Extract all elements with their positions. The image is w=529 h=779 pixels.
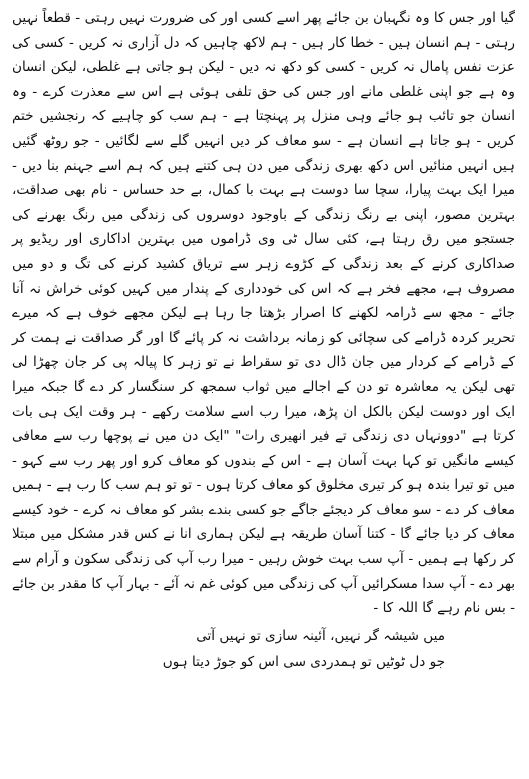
- poetry-line-1: میں شیشہ گر نہیں، آئینہ سازی تو نہیں آتی: [196, 627, 445, 644]
- poetry-couplet: [12, 623, 515, 675]
- poetry-line-2: جو دل ٹوٹیں تو ہمدردی سی اس کو جوڑ دیتا ہوں: [162, 653, 445, 670]
- article-body: گیا اور جس کا وہ نگہبان بن جائے پھر اسے کسی اور کی ضرورت نہیں رہتی - قطعاً نہیں رہتی - ہم انسان ہیں - خطا کار ہیں - ہم لاکھ چاہیں کہ دل آزاری نہ کریں - کسی کی عزت نفس پامال نہ کریں - کسی کو دکھ نہ دیں - لیکن ہو جاتی ہے غلطی، لیکن انسان وہ ہے جو اپنی غلطی مانے اور جس کی حق تلفی ہوئی ہے اس سے معذرت کرے - وہ انسان جو تائب ہو جائے وہی منزل پر پہنچتا ہے - ہم سب کو چاہیے کہ رنجشیں ختم کریں - ہو جاتا ہے انسان ہے - سو معاف کر دیں انہیں گلے سے لگائیں - جو روٹھ گئیں ہیں انہیں منائیں اس دکھ بھری زندگی میں دن ہی کتنے ہیں کہ ہم اسے جہنم بنا دیں - میرا ایک بہت پیارا، سچا سا دوست ہے بہت با کمال، بے حد حساس - نام بھی صداقت، بہترین مصور، اپنی بے رنگ زندگی کے باوجود دوسروں کی زندگی میں رنگ بھرنے کی جستجو میں رق رہتا ہے، کئی سال ٹی وی ڈراموں میں بہترین اداکاری اور ریڈیو پر صداکاری کرنے کے بعد زندگی کے کڑوے زہر سے تریاق کشید کرنے کی تگ و دو میں مصروف ہے، مجھے فخر ہے کہ اس کی خودداری کے پندار میں کہیں کوئی خراش نہ آنا جائے - مجھ سے ڈرامہ لکھنے کا اصرار بڑھتا جا رہا ہے لیکن مجھے خوف ہے کہ میرے تحریر کردہ ڈرامے کی سچائی کو زمانہ برداشت نہ کر پائے گا اور گر صداقت نے ہمت کر کے ڈرامے کے کردار میں جان ڈال دی تو سقراط نے تو زہر کا پیالہ پی کر جان چھڑا لی تھی لیکن یہ معاشرہ تو دن کے اجالے میں ثواب سمجھ کر سنگسار کر دے گا جبکہ میرا ایک اور دوست لیکن بالکل ان پڑھ، میرا رب اسے سلامت رکھے - ہر وقت ایک ہی بات کرتا ہے "دوونہاں دی زندگی تے فیر انھیری رات" "ایک دن میں نے پوچھا رب سے معافی کیسے مانگیں تو کہا بہت آسان ہے - اس کے بندوں کو معاف کرو اور پھر رب سے کہو - میں تو تیرا بندہ ہو کر تیری مخلوق کو معاف کرتا ہوں - تو تو ہم سب کا رب ہے - ہمیں معاف کر دے - سو معاف کر دیجئے جاگے جو کسی بندے بشر کو معاف نہ کرے - خود کیسے معاف کر دیا جائے گا - کتنا آسان طریقہ ہے لیکن ہماری انا نے کس قدر مشکل میں مبتلا کر رکھا ہے ہمیں - آپ سب بہت خوش رہیں - میرا رب آپ کی زندگی سکون و آرام سے بھر دے - آپ سدا مسکرائیں آپ کی زندگی میں کوئی غم نہ آئے - بہار آپ کا مقدر بن جائے - بس نام رہے گا اللہ کا -: [12, 10, 515, 617]
